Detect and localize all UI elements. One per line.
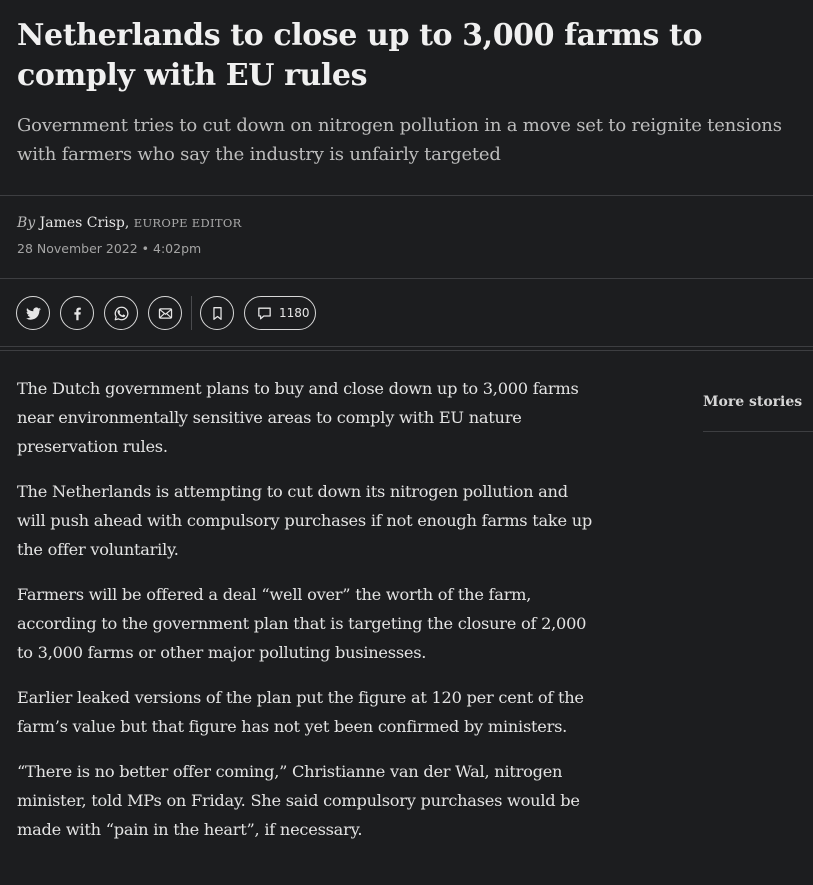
- article-paragraph: Earlier leaked versions of the plan put the figure at 120 per cent of the farm’s value but that figure has not yet been confirmed by ministers.: [17, 688, 584, 736]
- bookmark-button[interactable]: [200, 296, 234, 330]
- email-icon: [157, 305, 174, 322]
- share-email-button[interactable]: [148, 296, 182, 330]
- article-body: [17, 374, 592, 860]
- article-paragraph: The Dutch government plans to buy and close down up to 3,000 farms near environmentally sensitive areas to comply with EU nature preservation rules.: [17, 379, 579, 456]
- publish-date: 28 November 2022 • 4:02pm: [17, 241, 202, 256]
- bookmark-icon: [209, 305, 226, 322]
- comment-count: 1180: [279, 306, 310, 320]
- whatsapp-icon: [113, 305, 130, 322]
- share-whatsapp-button[interactable]: [104, 296, 138, 330]
- twitter-icon: [25, 305, 42, 322]
- article-paragraph: The Netherlands is attempting to cut down its nitrogen pollution and will push ahead with compulsory purchases if not enough farms take up the offer voluntarily.: [17, 482, 592, 559]
- divider: [0, 350, 813, 351]
- facebook-icon: [69, 305, 86, 322]
- share-facebook-button[interactable]: [60, 296, 94, 330]
- article-standfirst: Government tries to cut down on nitrogen pollution in a move set to reignite tensions with farmers who say the industry is unfairly targeted: [17, 115, 782, 165]
- comments-button[interactable]: [244, 296, 316, 330]
- article-paragraph: “There is no better offer coming,” Christianne van der Wal, nitrogen minister, told MPs on Friday. She said compulsory purchases would be made with “pain in the heart”, if necessary.: [17, 762, 580, 839]
- author-role: EUROPE EDITOR: [133, 216, 242, 230]
- divider: [0, 195, 813, 196]
- comment-icon: [256, 305, 273, 322]
- share-bar: [16, 296, 416, 332]
- author-name-link[interactable]: James Crisp,: [39, 215, 130, 231]
- share-twitter-button[interactable]: [16, 296, 50, 330]
- more-stories-heading: More stories: [703, 394, 803, 410]
- divider: [0, 278, 813, 279]
- article-headline: Netherlands to close up to 3,000 farms to comply with EU rules: [17, 18, 703, 93]
- divider: [0, 346, 813, 347]
- sidebar-divider: [703, 431, 813, 432]
- article-paragraph: Farmers will be offered a deal “well over” the worth of the farm, according to the government plan that is targeting the closure of 2,000 to 3,000 farms or other major polluting businesses.: [17, 585, 587, 662]
- byline-prefix: By: [17, 215, 36, 231]
- share-divider: [191, 296, 192, 330]
- byline: [17, 213, 242, 233]
